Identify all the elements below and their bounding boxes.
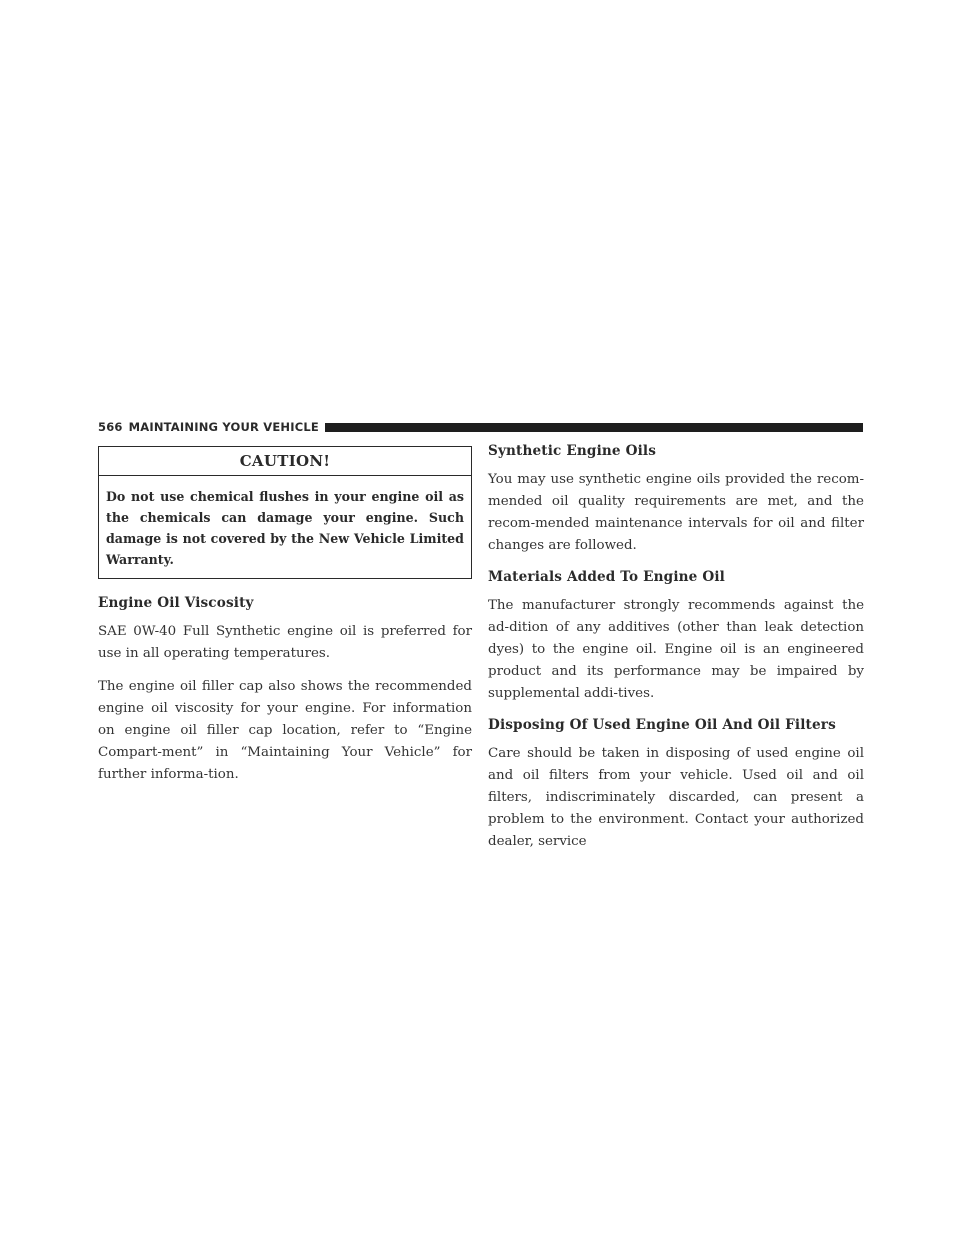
materials-paragraph: The manufacturer strongly recommends against the ad-dition of any additives (other than leak detection dyes) to the engine oil. Engine oil is an engineered product and its performance may be impaired by supplemental addi-tives.	[488, 598, 864, 701]
page-number: 566	[98, 420, 123, 434]
right-column	[488, 441, 864, 853]
materials-added-heading: Materials Added To Engine Oil	[488, 569, 725, 585]
caution-box	[98, 446, 472, 579]
header-rule-bar	[325, 423, 863, 432]
section-title: MAINTAINING YOUR VEHICLE	[128, 420, 319, 434]
left-column	[98, 446, 472, 786]
disposing-oil-heading: Disposing Of Used Engine Oil And Oil Filters	[488, 717, 836, 733]
page-header	[98, 419, 863, 435]
caution-title: CAUTION!	[99, 447, 471, 476]
engine-oil-viscosity-heading: Engine Oil Viscosity	[98, 595, 254, 611]
caution-text: Do not use chemical flushes in your engine oil as the chemicals can damage your engine. Such damage is not covered by the New Vehicle Limited Warranty.	[106, 489, 464, 567]
viscosity-paragraph-2: The engine oil filler cap also shows the recommended engine oil viscosity for your engine. For information on engine oil filler cap location, refer to “Engine Compart-ment” in “Maintaining Your Vehicle” for further informa-tion.	[98, 679, 472, 782]
synthetic-engine-oils-heading: Synthetic Engine Oils	[488, 443, 657, 459]
synthetic-paragraph: You may use synthetic engine oils provided the recom-mended oil quality requirements are met, and the recom-mended maintenance intervals for oil and filter changes are followed.	[488, 472, 864, 553]
disposing-paragraph: Care should be taken in disposing of used engine oil and oil filters from your vehicle. Used oil and oil filters, indiscriminately discarded, can present a problem to the environment. Contact your authorized dealer, service	[488, 746, 864, 849]
viscosity-paragraph-1: SAE 0W-40 Full Synthetic engine oil is preferred for use in all operating temperatures.	[98, 624, 472, 661]
